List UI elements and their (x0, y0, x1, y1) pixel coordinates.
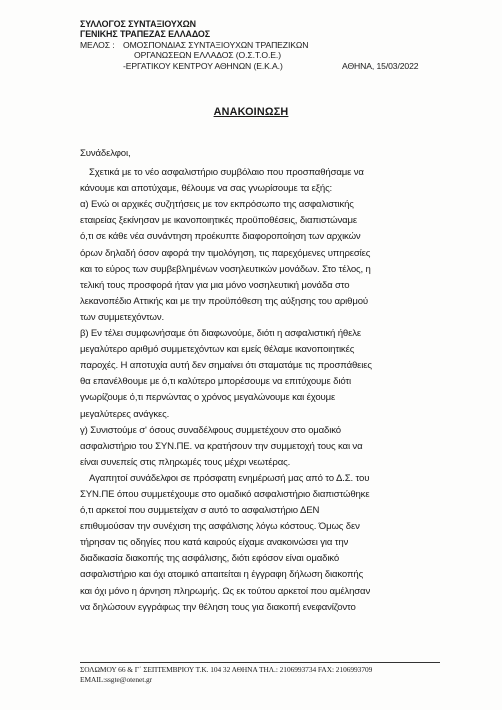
body-line: επιθυμούσαν την συνέχιση της ασφάλισης λόγω κόστους. Όμως δεν (80, 521, 360, 533)
body-line: Αγαπητοί συνάδελφοι σε πρόσφατη ενημέρωσή μας από το Δ.Σ. του (89, 472, 370, 484)
members-line2: ΟΡΓΑΝΩΣΕΩΝ ΕΛΛΑΔΟΣ (Ο.Σ.Τ.Ο.Ε.) (134, 50, 281, 61)
body-line: ΣΥΝ.ΠΕ όπου συμμετέχουμε στο ομαδικό ασφαλιστήριο διαπιστώθηκε (80, 488, 370, 500)
body-line: θα επανέλθουμε με ό,τι καλύτερο μπορέσουμε να επιτύχουμε διότι (80, 376, 351, 388)
body-line: μεγαλύτερο αριθμό συμμετεχόντων και εμείς θέλαμε ικανοποιητικές (80, 344, 355, 356)
body-line: γ) Συνιστούμε σ' όσους συναδέλφους συμμετέχουν στο ομαδικό (80, 424, 341, 436)
body-line: Σχετικά με το νέο ασφαλιστήριο συμβόλαιο που προσπαθήσαμε να (89, 167, 364, 179)
body-line: των συμμετεχόντων. (80, 311, 164, 323)
body-line: ό,τι σε κάθε νέα συνάντηση προέκυπτε διαφοροποίηση των αρχικών (80, 231, 361, 243)
body-line: κάνουμε και αποτύχαμε, θέλουμε να σας γνωρίσουμε τα εξής: (80, 183, 333, 195)
body-line: και το εύρος των συμβεβλημένων νοσηλευτικών μονάδων. Στο τέλος, η (80, 263, 371, 275)
body-line: β) Εν τέλει συμφωνήσαμε ότι διαφωνούμε, διότι η ασφαλιστική ήθελε (80, 328, 362, 340)
body-line: είναι συνεπείς στις πληρωμές τους μέχρι νεωτέρας. (80, 456, 291, 468)
footer-address: ΣΟΛΩΜΟΥ 66 & Γ΄ ΣΕΠΤΕΜΒΡΙΟΥ Τ.Κ. 104 32 ΑΘΗΝΑ ΤΗΛ.: 2106993734 FAX: 2106993709 (80, 665, 373, 674)
body-line: εταιρείας ξεκίνησαν με ικανοποιητικές προϋποθέσεις, διαπιστώναμε (80, 215, 358, 227)
body-line: όρων δηλαδή όσον αφορά την τιμολόγηση, τις παρεχόμενες υπηρεσίες (80, 247, 371, 259)
footer (80, 662, 440, 685)
letterhead (80, 19, 460, 71)
members-date-row (80, 61, 460, 71)
body-line: και όχι μόνο η άρνηση πληρωμής. Ως εκ τούτου αρκετοί που αμέλησαν (80, 585, 371, 597)
body-line: α) Ενώ οι αρχικές συζητήσεις με τον εκπρόσωπο της ασφαλιστικής (80, 199, 354, 211)
document-date: ΑΘΗΝΑ, 15/03/2022 (342, 60, 419, 71)
body-line: παροχές. Η αποτυχία αυτή δεν σημαίνει ότι σταματάμε τις προσπάθειες (80, 360, 372, 372)
members-line3: -ΕΡΓΑΤΙΚΟΥ ΚΕΝΤΡΟΥ ΑΘΗΝΩΝ (Ε.Κ.Α.) (123, 60, 283, 71)
body-line: λεκανοπέδιο Αττικής και με την προϋπόθεση της αύξησης του αριθμού (80, 295, 369, 307)
body-line: ασφαλιστήριο και όχι ατομικό απαιτείται η έγγραφη δήλωση διακοπής (80, 569, 364, 581)
body-line: μεγαλύτερες ανάγκες. (80, 408, 170, 420)
footer-email: EMAIL:ssgte@otenet.gr (80, 675, 153, 684)
salutation: Συνάδελφοι, (80, 148, 131, 159)
body-line: διαδικασία διακοπής της ασφάλισης, διότι εφόσον είναι ομαδικό (80, 553, 340, 565)
body-line: ό,τι αρκετοί που συμμετείχαν σ αυτό το ασφαλιστήριο ΔΕΝ (80, 505, 320, 517)
body-line: τήρησαν τις οδηγίες που κατά καιρούς είχαμε ανακοινώσει για την (80, 537, 349, 549)
body-line: ασφαλιστήριο του ΣΥΝ.ΠΕ. να κρατήσουν την συμμετοχή τους και να (80, 440, 363, 452)
members-label: ΜΕΛΟΣ : (80, 39, 115, 50)
org-name-line2: ΓΕΝΙΚΗΣ ΤΡΑΠΕΖΑΣ ΕΛΛΑΔΟΣ (80, 29, 210, 40)
org-name-line1: ΣΥΛΛΟΓΟΣ ΣΥΝΤΑΞΙΟΥΧΩΝ (80, 19, 196, 29)
body-line: τελική τους προσφορά ήταν για μια μόνο νοσηλευτική μονάδα στο (80, 279, 350, 291)
members-line1: ΟΜΟΣΠΟΝΔΙΑΣ ΣΥΝΤΑΞΙΟΥΧΩΝ ΤΡΑΠΕΖΙΚΩΝ (123, 39, 309, 50)
document-title: ΑΝΑΚΟΙΝΩΣΗ (213, 106, 289, 118)
members-row (80, 40, 460, 50)
body-line: να δηλώσουν εγγράφως την θέληση τους για διακοπή ενεφανίζοντο (80, 601, 356, 613)
document-body (80, 146, 430, 616)
body-line: γνωρίζουμε ό,τι περνώντας ο χρόνος μεγαλώνουμε και έχουμε (80, 392, 336, 404)
